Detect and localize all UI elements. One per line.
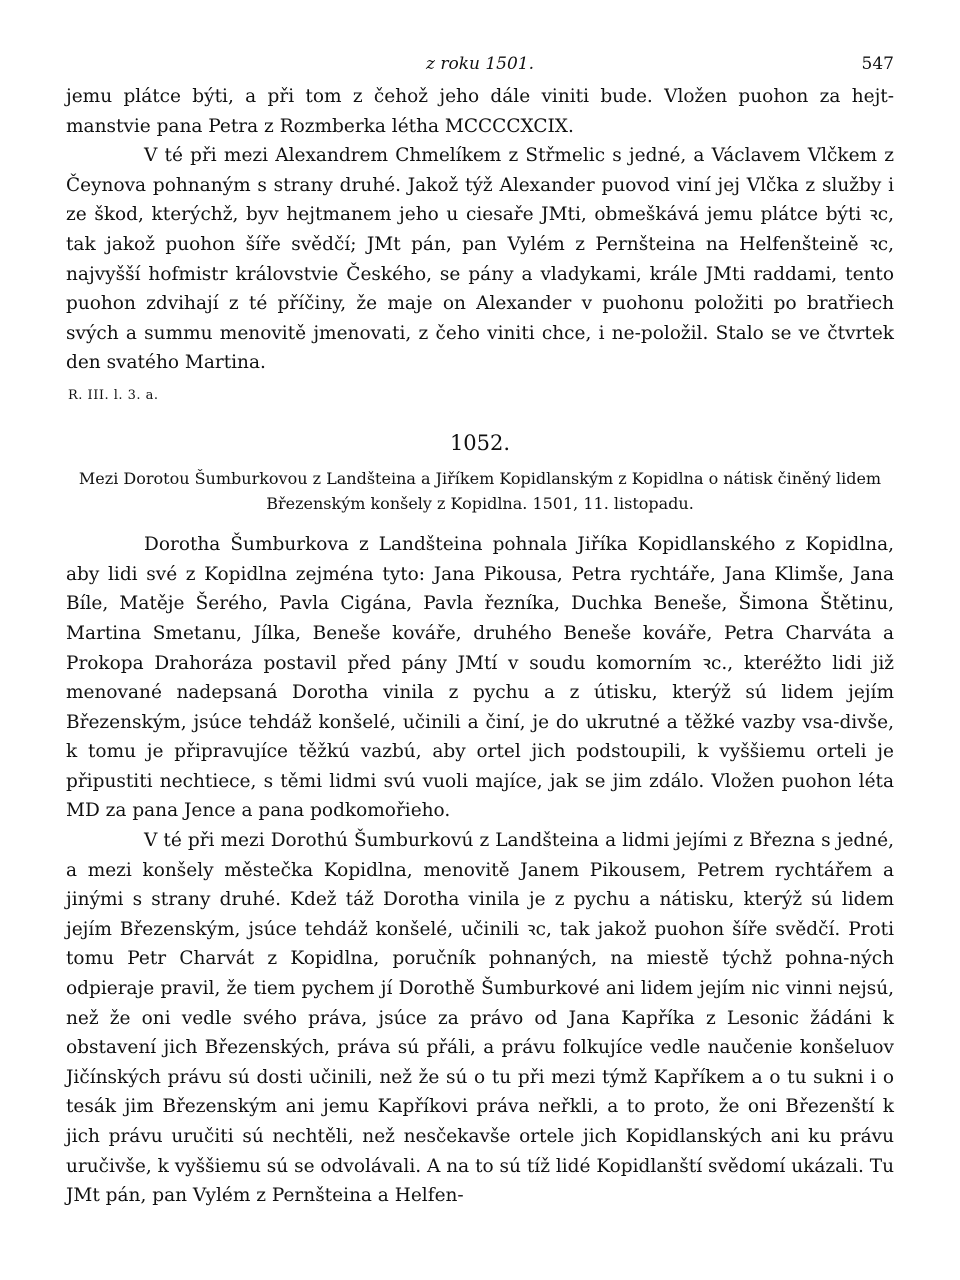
book-page <box>66 50 894 1211</box>
paragraph-summons: Dorotha Šumburkova z Landšteina pohnala Jiříka Kopidlanského z Kopidlna, aby lidi své z Kopidlna zejména tyto: Jana Pikousa, Petra rychtáře, Jana Klimše, Jana Bíle, Matěje Šerého, Pavla Cigána, Pavla řezníka, Duchka Beneše, Šimona Štětinu, Martina Smetanu, Jílka, Beneše kováře, druhého Beneše kováře, Petra Charváta a Prokopa Drahoráza postavil před pány JMtí v soudu komorním ꝛc., kteréžto lidi již menované nadepsaná Dorotha vinila z pychu a z útisku, kterýž sú lidem jejím Březenským, jsúce tehdáž konšelé, učinili a činí, je do ukrutné a těžké vazby vsa-divše, k tomu je připravujíce těžkú vazbú, aby ortel jich podstoupili, k vyššiemu orteli je připustiti nechtiece, s těmi lidmi svú vuoli majíce, jak se jim zdálo. Vložen puohon léta MD za pana Jence a pana podkomořieho. <box>66 534 894 822</box>
running-head-title: z roku 1501. <box>425 54 535 74</box>
source-reference: R. III. l. 3. a. <box>68 387 159 403</box>
page-number: 547 <box>861 54 894 74</box>
paragraph-proceedings: V té při mezi Dorothú Šumburkovú z Landšteina a lidmi jejími z Března s jedné, a mezi konšely městečka Kopidlna, menovitě Janem Pikousem, Petrem rychtářem a jinými s strany druhé. Kdež táž Dorotha vinila je z pychu a nátisku, kterýž sú lidem jejím Březenským, jsúce tehdáž konšelé, učinili ꝛc, tak jakož puohon šíře svědčí. Proti tomu Petr Charvát z Kopidlna, poručník pohnaných, na miestě týchž pohna-ných odpieraje pravil, že tiem pychem jí Dorothě Šumburkové ani lidem jejím nic vinni nejsú, než že oni vedle svého práva, jsúce za právo od Jana Kapříka z Lesonic žádáni k obstavení jich Březenských, práva sú přáli, a právu folkujíce vedle naučenie konšeluov Jičínských právu sú dosti učinili, než že sú o tu při mezi týmž Kapříkem a o tu sukni i o tesák jim Březenským ani jemu Kapříkovi práva neřkli, a to proto, že oni Březenští k jich právu uručiti sú nechtěli, než nesčekavše ortele jich Kopidlanských ani ku právu uručivše, k vyššiemu sú se odvolávali. A na to sú tíž lidé Kopidlanští svědomí ukázali. Tu JMt pán, pan Vylém z Pernšteina a Helfen- <box>66 830 894 1207</box>
document-regest: Mezi Dorotou Šumburkovou z Landšteina a Jiříkem Kopidlanským z Kopidlna o nátisk činěný lidem Březenským konšely z Kopidlna. 1501, 11. listopadu. <box>78 469 882 514</box>
running-head <box>66 50 894 78</box>
paragraph-continuation: jemu plátce býti, a při tom z čehož jeho dále viniti bude. Vložen puohon za hejt-manstvie pana Petra z Rozmberka létha MCCCCXCIX. <box>66 86 894 137</box>
paragraph-case-chmelik: V té při mezi Alexandrem Chmelíkem z Střmelic s jedné, a Václavem Vlčkem z Čeynova pohnaným s strany druhé. Jakož týž Alexander puovod viní jej Vlčka z služby i ze škod, kterýchž, byv hejtmanem jeho u ciesaře JMti, obmeškává jemu plátce býti ꝛc, tak jakož puohon šíře svědčí; JMt pán, pan Vylém z Pernšteina na Helfenšteině ꝛc, najvyšší hofmistr královstvie Českého, se pány a vladykami, krále JMti raddami, tento puohon zdvihají z té příčiny, že maje on Alexander v puohonu položiti po bratřiech svých a summu menovitě jmenovati, z čeho viniti chce, i ne-položil. Stalo se ve čtvrtek den svatého Martina. <box>66 145 894 374</box>
document-number: 1052. <box>449 430 511 455</box>
